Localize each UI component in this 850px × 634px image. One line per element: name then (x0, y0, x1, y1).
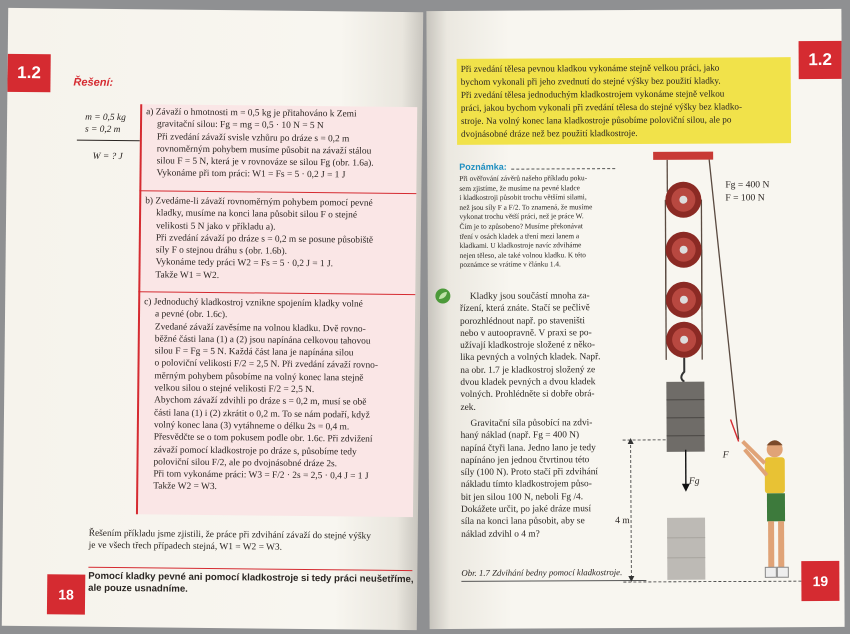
hook (681, 358, 684, 382)
part-b-line: síly F o stejnou dráhu s (obr. 1.6b). (155, 245, 288, 257)
part-c-line: měrným pohybem působíme na volný konec lana stejně (154, 371, 364, 384)
note-line: i kladkostroji působit trochu většími silami, (459, 192, 587, 203)
note-line: poznámce se vrátíme v článku 1.4. (459, 259, 561, 270)
ground-crate (667, 518, 705, 580)
section-tab-right: 1.2 (799, 41, 842, 79)
part-a-line: a) Závaží o hmotnosti m = 0,5 kg je přitahováno k Zemi (146, 107, 357, 120)
figure-caption: Obr. 1.7 Zdvihání bedny pomocí kladkostroje. (461, 567, 623, 578)
note-line: sem zjistíme, že musíme na pevné kladce (459, 182, 580, 193)
body-line: nákladu tímto kladkostrojem půso- (460, 479, 592, 491)
body-line: Kladky jsou součástí mnoha za- (469, 291, 590, 302)
part-b-line: b) Zvedáme-li závaží rovnoměrným pohybem pomocí pevné (145, 196, 373, 209)
text-fragment: g (obr. 1.6a). (325, 158, 374, 169)
part-c-line: závaží pomocí kladkostroje po dráze s, působíme tedy (153, 444, 357, 458)
note-line: vykonat trochu větší práci, než je práce W. (459, 211, 584, 222)
summary-line: dvojnásobné dráze než bez použití kladkostroje. (461, 127, 638, 139)
rope (666, 250, 667, 360)
fig-force-f: F (722, 449, 729, 461)
part-c-line: části lana (1) i (2) zkrátit o 0,2 m. To se nám podaří, když (153, 408, 370, 421)
given-unknown: W = ? J (92, 151, 123, 163)
boy-figure (743, 440, 789, 577)
fig-height-label: 4 m (615, 515, 630, 527)
part-b-line: Takže W1 = W2. (155, 270, 220, 281)
text-fragment: 1 = Fs = 5 · 0,2 J = 1 J (260, 169, 346, 181)
summary-line: Při zvedání tělesa pevnou kladkou vykonáme stejně velkou práci, jako (460, 62, 720, 74)
body-line: Gravitační síla působící na zdvi- (470, 418, 593, 429)
body-line: lika pevných a volných kladek. Např. (460, 352, 601, 364)
summary-line: Při zvedání tělesa jednoduchým kladkostrojem vykonáme stejně velkou (460, 88, 725, 100)
body-line: síly (100 N). Proto stačí při zdvihání (460, 467, 599, 479)
note-header-dashes (511, 168, 615, 170)
note-header: Poznámka: (459, 161, 507, 172)
body-line: řízení, která znáte. Stačí se pečlivě (459, 303, 590, 315)
height-dimension (631, 440, 632, 580)
summary-line: bychom vykonali při jeho zvednutí do stejné výšky bez použití kladky. (460, 75, 721, 87)
note-line: než jsou síly F a F/2. To znamená, že musíme (459, 202, 593, 212)
summary-line: práci, jakou bychom vykonali při zvedání tělesa do stejné výšky bez kladko- (460, 101, 743, 113)
text-fragment: g = mg = 0,5 · 10 N = 5 N (225, 120, 324, 132)
body-line: síla na konci lana působit, aby se (461, 516, 585, 528)
part-b-text (144, 195, 413, 284)
given-block (85, 112, 126, 137)
conclusion-line: je ve všech třech případech stejná, W1 = W2 = W3. (88, 541, 282, 554)
note-line: tření v osách kladek a tření mezi lanem a (459, 230, 580, 241)
body-line: napínáno jen jednou čtvrtinou této (460, 455, 590, 466)
pulley-figure (617, 149, 819, 590)
body-line: volných. Prohlédněte si dobře obrá- (460, 389, 595, 401)
right-page (426, 9, 844, 629)
section-tab-left: 1.2 (7, 54, 50, 92)
hanging-crate (666, 382, 704, 452)
fig-label-f: F = 100 N (725, 192, 765, 204)
given-distance: s = 0,2 m (84, 124, 121, 136)
part-c-line: běžné části lana (1) a (2) jsou napínána celkovou tahovou (154, 334, 371, 347)
body-line: bit jen silou 100 N, neboli Fg /4. (460, 492, 584, 503)
body-line: užívají kladkostroje složené z něko- (460, 340, 596, 352)
part-a-line: rovnoměrným pohybem musíme působit na závaží stálou (156, 144, 372, 157)
part-b-line: kladky, musíme na konci lana působit silou F o stejné (156, 208, 358, 221)
part-a-text (145, 106, 414, 183)
left-page (2, 8, 423, 630)
note-line: Čím je to způsobeno? Musíme překonávat (459, 221, 583, 231)
part-a-line: Při zvedání závaží svisle vzhůru po dráze s = 0,2 m (156, 132, 350, 145)
part-c-line: velkou silou o stejné velikosti F/2 = 2,5 N. (154, 383, 315, 396)
part-c-line: Přesvědčte se o tom pokusem podle obr. 1.6c. Při zdvižení (153, 432, 373, 445)
body-line: porozhlédnout např. po staveništi (459, 315, 586, 327)
part-c-line: o poloviční velikosti F/2 = 2,5 N. Při zvedání závaží rovno- (154, 358, 379, 372)
body-line: na obr. 1.7 je kladkostroj složený ze (460, 364, 596, 376)
fig-force-fg: Fg (688, 475, 700, 487)
part-c-text (142, 296, 412, 496)
body-line: zek. (460, 402, 476, 413)
text-fragment: silou F = 5 N, která je v rovnováze se silou F (156, 156, 326, 169)
body-line: náklad zdvihl o 4 m? (461, 529, 540, 540)
part-c-line: volný konec lana (3) vytáhneme o délku 2s = 0,4 m. (153, 420, 350, 433)
summary-line: stroje. Na volný konec lana kladkostroje působíme poloviční silou, ale po (460, 114, 732, 126)
conclusion-line: Řešením příkladu jsme zjistili, že práce při zdvihání závaží do stejné výšky (88, 528, 372, 542)
summary-text (461, 61, 789, 141)
given-divider (77, 140, 140, 142)
note-line: Při ověřování závěrů našeho příkladu poku- (459, 173, 588, 183)
pulley-3 (666, 282, 702, 318)
pulley-4 (666, 322, 702, 358)
leaf-icon (435, 288, 451, 304)
part-b-line: velikosti 5 N jako v příkladu a). (155, 220, 276, 233)
text-fragment: Vykonáme při tom práci: W (156, 168, 262, 180)
note-line: nejen těleso, ale také volnou kladku. K této (459, 250, 586, 260)
part-c-line: Při tom vykonáme práci: W3 = F/2 · 2s = 2,5 · 0,4 J = 1 J (153, 469, 369, 482)
bold-statement-line: Pomocí kladky pevné ani pomocí kladkostroje si tedy práci neušetříme, (88, 570, 414, 586)
conclusion-text (89, 528, 413, 556)
part-c-line: Zvedané závaží zavěsíme na volnou kladku. Dvě rovno- (154, 321, 366, 335)
page-number-right: 19 (801, 561, 839, 601)
note-line: kladkami. U kladkostroje navíc zdviháme (459, 240, 582, 251)
part-c-line: silou F = Fg = 5 N. Každá část lana je napínána silou (154, 346, 354, 359)
body-line: nebo v autoopravně. V praxi se po- (460, 328, 592, 339)
part-b-line: Při zvedání závaží po dráze s = 0,2 m se posune působiště (155, 233, 374, 246)
ceiling-beam (653, 152, 713, 160)
bold-statement (88, 571, 412, 599)
bold-statement-line: ale pouze usnadníme. (88, 583, 188, 596)
part-c-line: c) Jednoduchý kladkostroj vznikne spojením kladky volné (144, 297, 363, 310)
body-line: dvou kladek pevných a dvou kladek (460, 377, 596, 388)
body-line: haný náklad (např. Fg = 400 N) (460, 430, 580, 442)
fig-label-fg: Fg = 400 N (725, 179, 770, 191)
part-c-line: poloviční silou F/2, ale po dvojnásobné dráze 2s. (153, 457, 338, 470)
solution-header: Řešení: (73, 76, 114, 89)
part-c-line: Abychom závaží zdvihli po dráze s = 0,2 m, musí se obě (154, 395, 367, 408)
body-line: napíná čtyři lana. Jedno lano je tedy (460, 442, 596, 454)
page-number-left: 18 (47, 574, 85, 614)
text-fragment: gravitační silou: F (156, 119, 226, 131)
part-c-line: a pevné (obr. 1.6c). (154, 309, 228, 321)
body-line: Dokážete určit, po jaké dráze musí (460, 504, 592, 515)
pulley-1 (665, 182, 701, 218)
given-mass: m = 0,5 kg (85, 112, 126, 124)
part-c-line: Takže W2 = W3. (153, 481, 217, 493)
part-b-line: Vykonáme tedy práci W2 = Fs = 5 · 0,2 J = 1 J. (155, 257, 334, 270)
pulley-2 (666, 232, 702, 268)
